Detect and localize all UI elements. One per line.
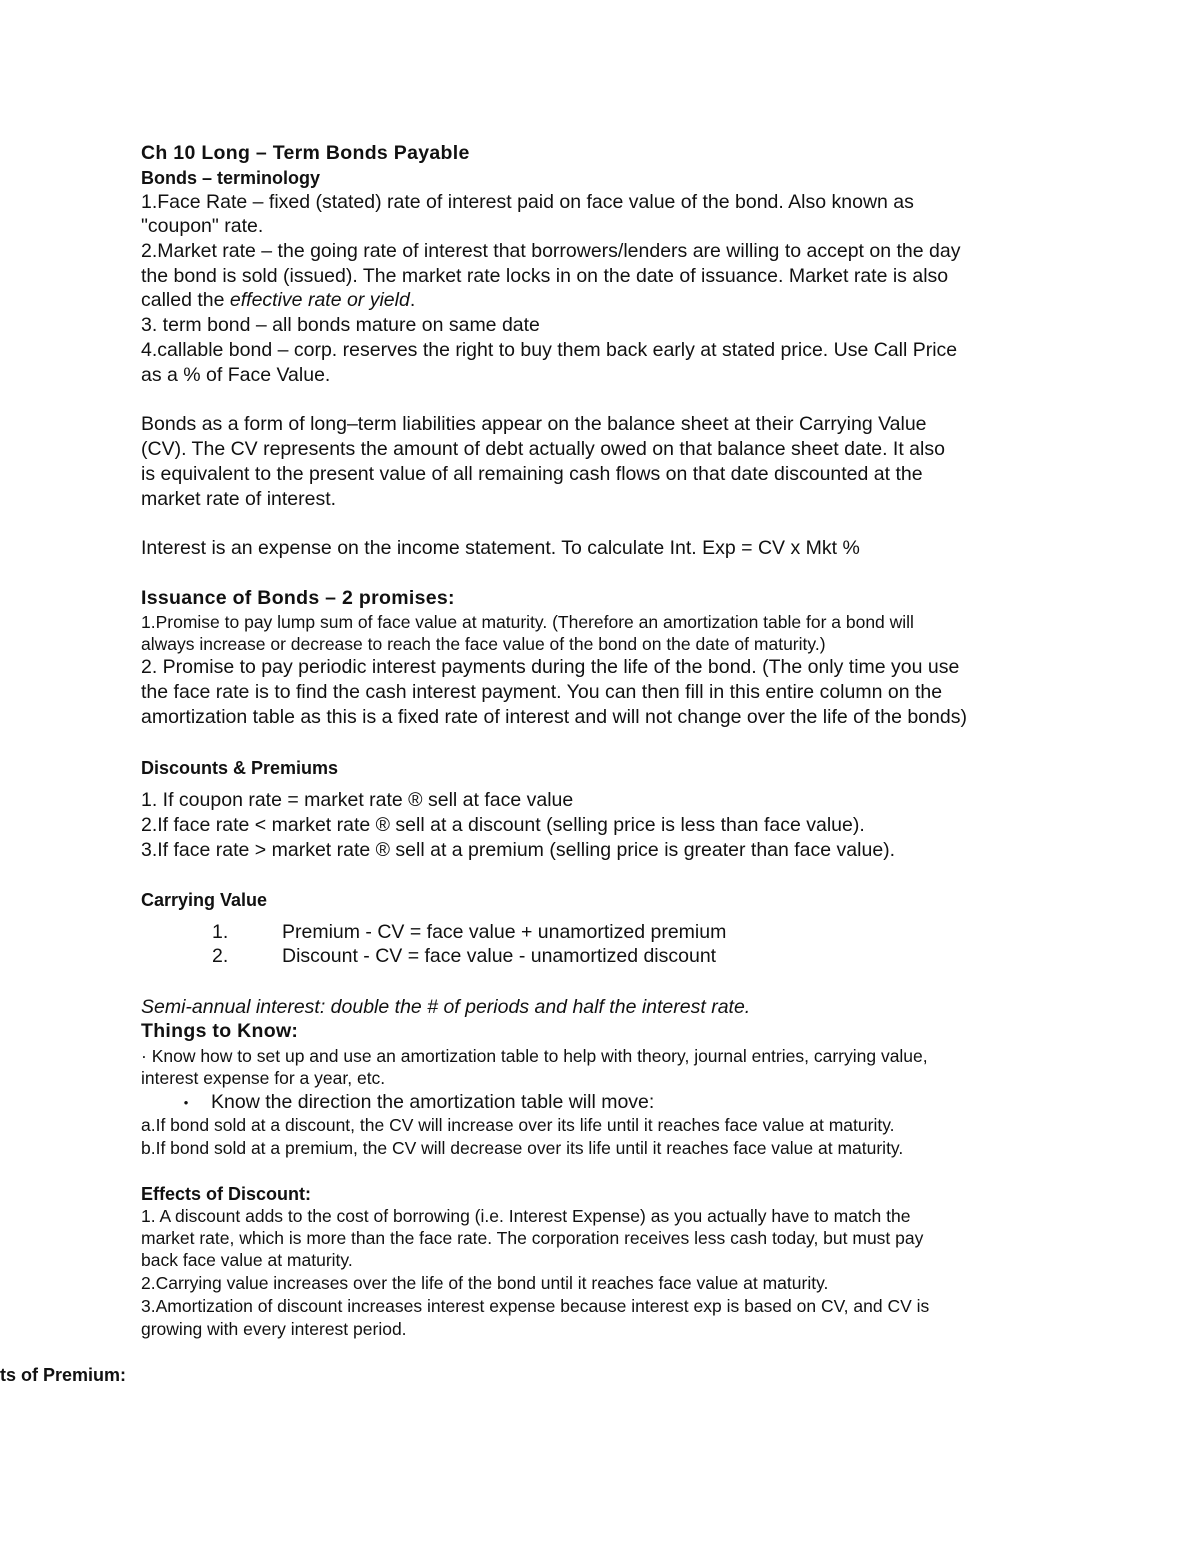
page-title: Ch 10 Long – Term Bonds Payable	[141, 142, 470, 164]
carrying-paragraph-line: market rate of interest.	[141, 488, 337, 510]
terminology-line	[141, 288, 415, 313]
interest-expense-line: Interest is an expense on the income statement. To calculate Int. Exp = CV x Mkt %	[141, 537, 860, 559]
things-line: interest expense for a year, etc.	[141, 1068, 386, 1088]
terminology-line: 1.Face Rate – fixed (stated) rate of interest paid on face value of the bond. Also known as	[141, 191, 914, 213]
effects-premium-heading-fragment: ts of Premium:	[0, 1365, 127, 1385]
issuance-heading: Issuance of Bonds – 2 promises:	[141, 587, 455, 609]
things-line: b.If bond sold at a premium, the CV will decrease over its life until it reaches face value at maturity.	[141, 1138, 904, 1158]
carrying-paragraph-line: Bonds as a form of long–term liabilities appear on the balance sheet at their Carrying Value	[141, 413, 927, 435]
things-heading: Things to Know:	[141, 1020, 299, 1042]
effects-discount-line: 1. A discount adds to the cost of borrowing (i.e. Interest Expense) as you actually have to match the	[141, 1206, 911, 1226]
things-line: · Know how to set up and use an amortization table to help with theory, journal entries, carrying value,	[141, 1046, 928, 1066]
terminology-line: as a % of Face Value.	[141, 364, 331, 386]
bullet-glyph: •	[183, 1095, 189, 1111]
text-span: called the	[141, 289, 230, 311]
issuance-line: 2. Promise to pay periodic interest payments during the life of the bond. (The only time you use	[141, 656, 960, 678]
effects-discount-line: market rate, which is more than the face rate. The corporation receives less cash today, but must pay	[141, 1228, 924, 1248]
discounts-heading: Discounts & Premiums	[141, 758, 339, 778]
discounts-line: 3.If face rate > market rate ® sell at a premium (selling price is greater than face value).	[141, 839, 896, 861]
carrying-paragraph-line: is equivalent to the present value of all remaining cash flows on that date discounted at the	[141, 463, 923, 485]
effects-discount-line: growing with every interest period.	[141, 1319, 407, 1339]
terminology-line: 3. term bond – all bonds mature on same date	[141, 314, 540, 336]
effects-discount-line: back face value at maturity.	[141, 1250, 353, 1270]
list-number: 2.	[212, 945, 229, 967]
carrying-value-heading: Carrying Value	[141, 890, 268, 910]
carrying-paragraph-line: (CV). The CV represents the amount of debt actually owed on that balance sheet date. It also	[141, 438, 945, 460]
terminology-line: the bond is sold (issued). The market rate locks in on the date of issuance. Market rate is also	[141, 265, 949, 287]
discounts-line: 1. If coupon rate = market rate ® sell at face value	[141, 789, 574, 811]
issuance-line: amortization table as this is a fixed rate of interest and will not change over the life of the bonds)	[141, 706, 967, 728]
effects-discount-line: 3.Amortization of discount increases interest expense because interest exp is based on CV, and CV is	[141, 1296, 930, 1316]
things-line: a.If bond sold at a discount, the CV will increase over its life until it reaches face value at maturity.	[141, 1115, 895, 1135]
semi-annual-note: Semi-annual interest: double the # of periods and half the interest rate.	[141, 996, 751, 1018]
terminology-line: 4.callable bond – corp. reserves the right to buy them back early at stated price. Use Call Price	[141, 339, 958, 361]
terminology-heading: Bonds – terminology	[141, 168, 321, 188]
bullet-text: Know the direction the amortization table will move:	[211, 1091, 655, 1113]
effective-rate-term: effective rate or yield	[229, 289, 410, 311]
issuance-line: the face rate is to find the cash interest payment. You can then fill in this entire column on the	[141, 681, 943, 703]
list-number: 1.	[212, 921, 229, 943]
list-text: Premium - CV = face value + unamortized premium	[282, 921, 727, 943]
terminology-line: 2.Market rate – the going rate of interest that borrowers/lenders are willing to accept on the day	[141, 240, 961, 262]
effects-discount-heading: Effects of Discount:	[141, 1184, 312, 1204]
things-bullet	[161, 1090, 654, 1115]
terminology-line: "coupon" rate.	[141, 215, 264, 237]
list-text: Discount - CV = face value - unamortized discount	[282, 945, 717, 967]
text-span: .	[409, 289, 416, 311]
issuance-line: 1.Promise to pay lump sum of face value at maturity. (Therefore an amortization table for a bond will	[141, 612, 914, 632]
effects-discount-line: 2.Carrying value increases over the life of the bond until it reaches face value at maturity.	[141, 1273, 829, 1293]
carrying-value-item	[212, 920, 726, 945]
carrying-value-item	[212, 944, 716, 969]
issuance-line: always increase or decrease to reach the face value of the bond on the date of maturity.)	[141, 634, 826, 654]
discounts-line: 2.If face rate < market rate ® sell at a discount (selling price is less than face value).	[141, 814, 865, 836]
